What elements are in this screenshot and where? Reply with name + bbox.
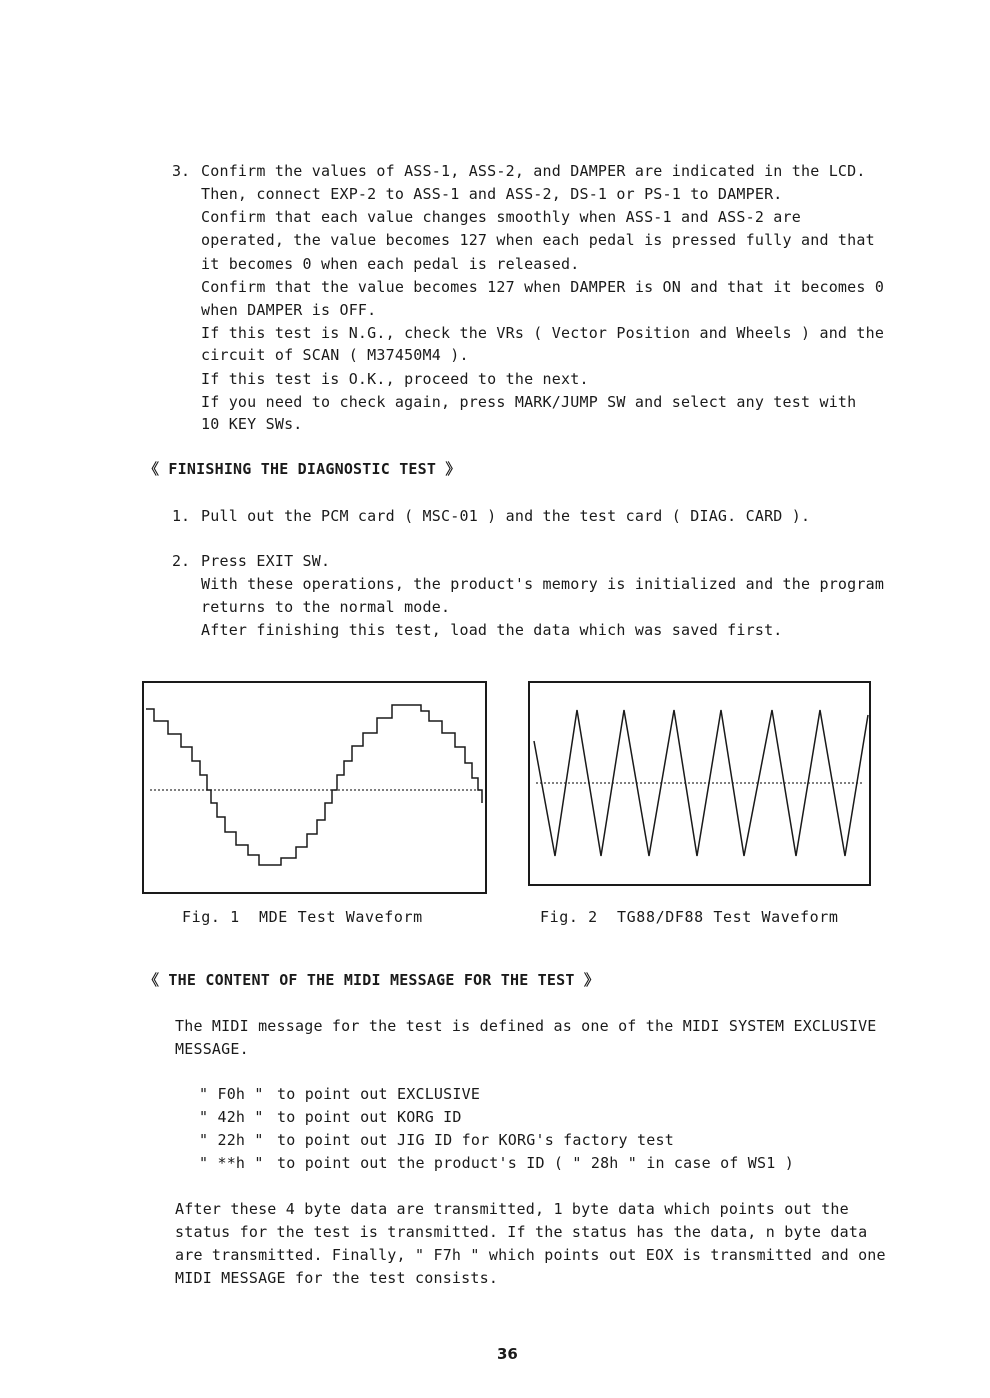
finish-step-2-line: With these operations, the product's memory is initialized and the program xyxy=(201,575,885,593)
midi-outro-line: After these 4 byte data are transmitted, 1 byte data which points out the xyxy=(175,1200,849,1218)
step-3-line: 10 KEY SWs. xyxy=(201,415,303,433)
step-3-line: Confirm the values of ASS-1, ASS-2, and DAMPER are indicated in the LCD. xyxy=(201,162,866,180)
finish-step-2-line: After finishing this test, load the data which was saved first. xyxy=(201,621,783,639)
figure-1-mde-waveform xyxy=(142,681,487,894)
step-3-line: If this test is O.K., proceed to the next. xyxy=(201,370,589,388)
step-3-number: 3. xyxy=(172,162,191,180)
section-heading-midi-message: 《 THE CONTENT OF THE MIDI MESSAGE FOR THE TEST 》 xyxy=(144,971,600,989)
midi-byte-code: " 22h " xyxy=(199,1131,264,1149)
finish-step-1-number: 1. xyxy=(172,507,191,525)
midi-intro-line: MESSAGE. xyxy=(175,1040,249,1058)
figure-1-caption: Fig. 1 MDE Test Waveform xyxy=(182,908,423,926)
midi-byte-description: to point out EXCLUSIVE xyxy=(277,1085,481,1103)
figure-2-caption: Fig. 2 TG88/DF88 Test Waveform xyxy=(540,908,839,926)
step-3-line: Confirm that the value becomes 127 when DAMPER is ON and that it becomes 0 xyxy=(201,278,885,296)
step-3-line: when DAMPER is OFF. xyxy=(201,301,377,319)
triangle-waveform xyxy=(530,683,869,884)
step-3-line: Then, connect EXP-2 to ASS-1 and ASS-2, DS-1 or PS-1 to DAMPER. xyxy=(201,185,783,203)
section-heading-finishing: 《 FINISHING THE DIAGNOSTIC TEST 》 xyxy=(144,460,461,478)
midi-outro-line: are transmitted. Finally, " F7h " which points out EOX is transmitted and one xyxy=(175,1246,886,1264)
midi-byte-description: to point out KORG ID xyxy=(277,1108,462,1126)
midi-byte-description: to point out the product's ID ( " 28h " in case of WS1 ) xyxy=(277,1154,794,1172)
step-3-line: If this test is N.G., check the VRs ( Vector Position and Wheels ) and the xyxy=(201,324,885,342)
midi-intro-line: The MIDI message for the test is defined as one of the MIDI SYSTEM EXCLUSIVE xyxy=(175,1017,877,1035)
step-3-line: it becomes 0 when each pedal is released. xyxy=(201,255,580,273)
midi-outro-line: MIDI MESSAGE for the test consists. xyxy=(175,1269,499,1287)
midi-byte-code: " 42h " xyxy=(199,1108,264,1126)
finish-step-2-line: returns to the normal mode. xyxy=(201,598,451,616)
page-number: 36 xyxy=(497,1345,518,1363)
finish-step-1-text: Pull out the PCM card ( MSC-01 ) and the test card ( DIAG. CARD ). xyxy=(201,507,811,525)
finish-step-2-line: Press EXIT SW. xyxy=(201,552,331,570)
stepped-sine-waveform xyxy=(144,683,485,892)
midi-byte-code: " **h " xyxy=(199,1154,264,1172)
step-3-line: If you need to check again, press MARK/JUMP SW and select any test with xyxy=(201,393,857,411)
midi-byte-code: " F0h " xyxy=(199,1085,264,1103)
finish-step-2-number: 2. xyxy=(172,552,191,570)
step-3-line: operated, the value becomes 127 when each pedal is pressed fully and that xyxy=(201,231,875,249)
midi-outro-line: status for the test is transmitted. If the status has the data, n byte data xyxy=(175,1223,868,1241)
step-3-line: Confirm that each value changes smoothly when ASS-1 and ASS-2 are xyxy=(201,208,801,226)
step-3-line: circuit of SCAN ( M37450M4 ). xyxy=(201,346,469,364)
figure-2-tg88-waveform xyxy=(528,681,871,886)
midi-byte-description: to point out JIG ID for KORG's factory test xyxy=(277,1131,674,1149)
